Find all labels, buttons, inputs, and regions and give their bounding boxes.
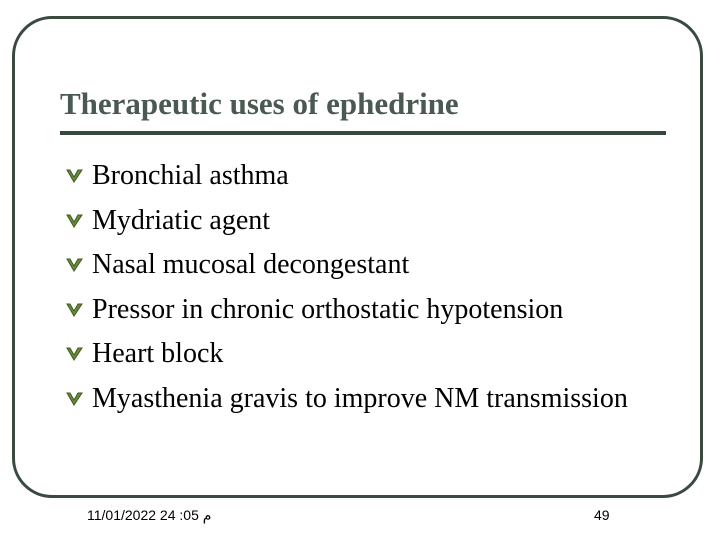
bullet-text: Pressor in chronic orthostatic hypotension <box>92 293 564 325</box>
footer-datetime: م 05: 24 11/01/2022 <box>87 507 212 523</box>
bullet-text: Mydriatic agent <box>92 204 271 236</box>
checkmark-v-icon <box>66 168 92 184</box>
slide-title: Therapeutic uses of ephedrine <box>60 86 459 121</box>
checkmark-v-icon <box>66 302 92 318</box>
bullet-item <box>66 199 628 244</box>
checkmark-v-icon <box>66 257 92 273</box>
bullet-list <box>66 154 628 421</box>
bullet-item <box>66 154 628 199</box>
bullet-item <box>66 243 628 288</box>
bullet-text: Nasal mucosal decongestant <box>92 249 410 281</box>
bullet-text: Bronchial asthma <box>92 160 289 192</box>
bullet-item <box>66 377 628 422</box>
checkmark-v-icon <box>66 346 92 362</box>
footer-page-number: 49 <box>594 507 610 523</box>
checkmark-v-icon <box>66 213 92 229</box>
title-underline <box>60 131 666 135</box>
bullet-text: Heart block <box>92 338 224 370</box>
bullet-item <box>66 288 628 333</box>
checkmark-v-icon <box>66 391 92 407</box>
bullet-item <box>66 332 628 377</box>
bullet-text: Myasthenia gravis to improve NM transmission <box>92 382 628 414</box>
